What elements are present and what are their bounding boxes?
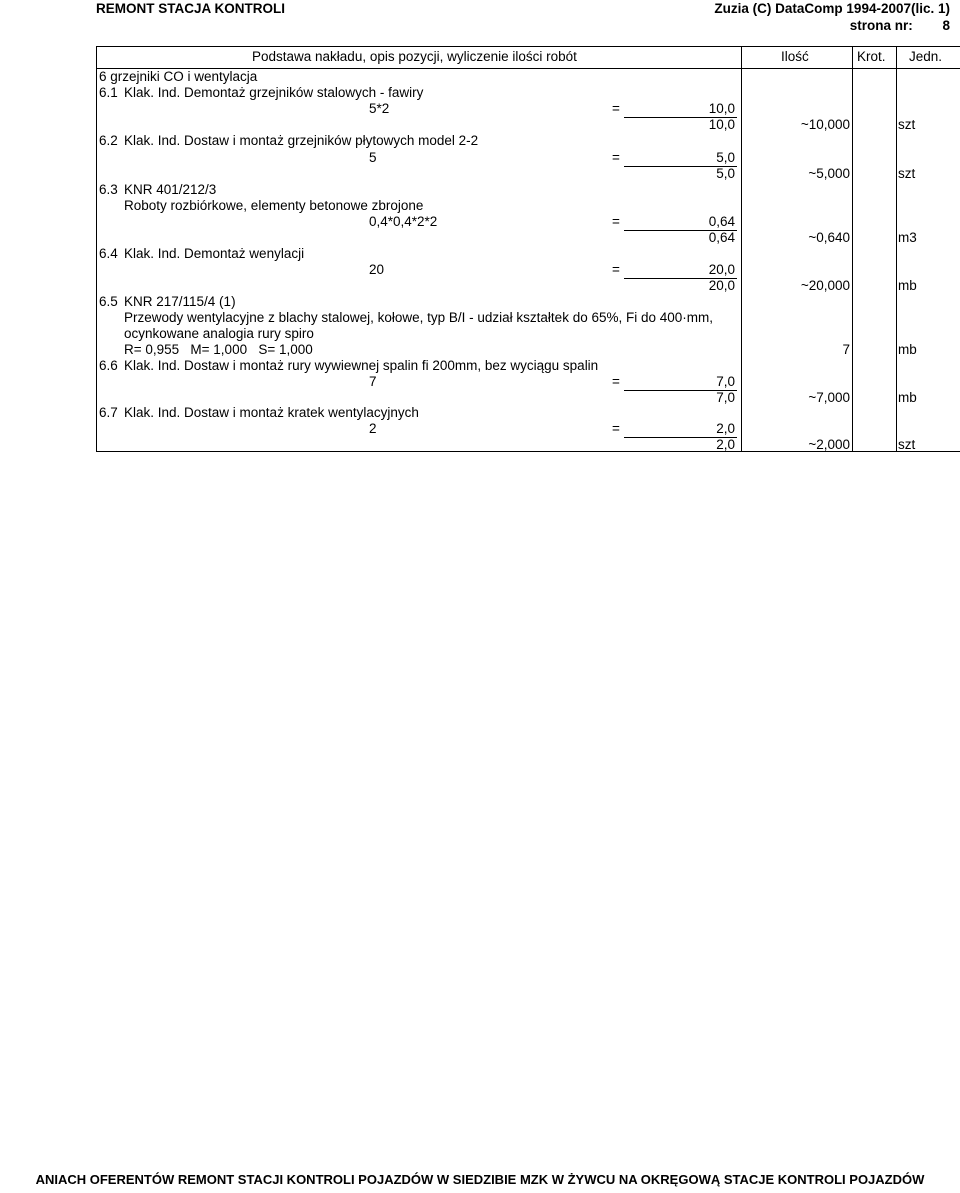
- item-quantity: 0,64: [708, 230, 735, 245]
- calc-expression: 5: [369, 150, 377, 165]
- item-quantity: 5,0: [716, 166, 735, 181]
- copyright-notice: Zuzia (C) DataComp 1994-2007(lic. 1): [714, 1, 950, 16]
- item-number: 6.5: [99, 294, 118, 309]
- calc-equals: =: [612, 150, 620, 165]
- page-number-line: [850, 18, 950, 33]
- item-basis: Klak. Ind. Demontaż grzejników stalowych - fawiry: [124, 85, 424, 100]
- item-quantity: 7,0: [716, 390, 735, 405]
- item-multiplier: ~7,000: [808, 390, 850, 405]
- item-number: 6.3: [99, 182, 118, 197]
- document-title: REMONT STACJA KONTROLI: [96, 1, 285, 16]
- calc-expression: 7: [369, 374, 377, 389]
- column-header-multiplier: Krot.: [857, 49, 886, 64]
- calc-expression: 5*2: [369, 101, 390, 116]
- column-divider: [741, 47, 742, 451]
- item-multiplier: ~10,000: [800, 117, 850, 132]
- item-basis: Klak. Ind. Dostaw i montaż grzejników płytowych model 2-2: [124, 133, 479, 148]
- calc-result: 20,0: [708, 262, 735, 277]
- item-multiplier: ~20,000: [800, 278, 850, 293]
- item-multiplier: ~2,000: [808, 437, 850, 452]
- item-multiplier: ~0,640: [808, 230, 850, 245]
- item-number: 6.6: [99, 358, 118, 373]
- item-unit: m3: [898, 230, 917, 245]
- item-description-continued: ocynkowane analogia rury spiro: [124, 326, 314, 341]
- item-number: 6.2: [99, 133, 118, 148]
- item-unit: mb: [898, 342, 917, 357]
- section-heading: 6 grzejniki CO i wentylacja: [99, 69, 258, 84]
- item-basis: Klak. Ind. Dostaw i montaż kratek wentylacyjnych: [124, 405, 419, 420]
- column-header-description: Podstawa nakładu, opis pozycji, wyliczenie ilości robót: [252, 49, 577, 64]
- item-unit: szt: [898, 117, 916, 132]
- item-quantity: 10,0: [708, 117, 735, 132]
- item-number: 6.1: [99, 85, 118, 100]
- item-number: 6.7: [99, 405, 118, 420]
- calc-result: 7,0: [716, 374, 735, 389]
- calc-equals: =: [612, 101, 620, 116]
- calc-equals: =: [612, 421, 620, 436]
- item-unit: szt: [898, 166, 916, 181]
- page-label: strona nr:: [849, 18, 913, 33]
- calc-expression: 20: [369, 262, 385, 277]
- calc-equals: =: [612, 262, 620, 277]
- calc-expression: 0,4*0,4*2*2: [369, 214, 438, 229]
- item-number: 6.4: [99, 246, 118, 261]
- item-description: Roboty rozbiórkowe, elementy betonowe zbrojone: [124, 198, 424, 213]
- item-quantity: 20,0: [708, 278, 735, 293]
- calc-result: 2,0: [716, 421, 735, 436]
- calc-equals: =: [612, 374, 620, 389]
- item-description: Przewody wentylacyjne z blachy stalowej, kołowe, typ B/I - udział kształtek do 65%, Fi do 400·mm,: [124, 310, 714, 325]
- column-divider: [896, 47, 897, 451]
- column-header-unit: Jedn.: [909, 49, 943, 64]
- calc-result: 10,0: [708, 101, 735, 116]
- calc-equals: =: [612, 214, 620, 229]
- item-multiplier: 7: [842, 342, 850, 357]
- calc-result: 5,0: [716, 150, 735, 165]
- item-quantity: 2,0: [716, 437, 735, 452]
- item-unit: szt: [898, 437, 916, 452]
- item-multiplier: ~5,000: [808, 166, 850, 181]
- item-factors: R= 0,955 M= 1,000 S= 1,000: [124, 342, 313, 357]
- item-basis: Klak. Ind. Demontaż wenylacji: [124, 246, 305, 261]
- item-basis: KNR 401/212/3: [124, 182, 217, 197]
- column-header-quantity: Ilość: [781, 49, 809, 64]
- column-divider: [852, 47, 853, 451]
- document-footer: ANIACH OFERENTÓW REMONT STACJI KONTROLI POJAZDÓW W SIEDZIBIE MZK W ŻYWCU NA OKRĘGOWĄ STACJE KONTROLI POJAZDÓW: [35, 1172, 925, 1187]
- calc-result: 0,64: [708, 214, 735, 229]
- item-unit: mb: [898, 278, 917, 293]
- item-unit: mb: [898, 390, 917, 405]
- item-basis: KNR 217/115/4 (1): [124, 294, 236, 309]
- calc-expression: 2: [369, 421, 377, 436]
- page-number: 8: [942, 18, 950, 33]
- cost-estimate-table: [96, 46, 960, 452]
- item-basis: Klak. Ind. Dostaw i montaż rury wywiewnej spalin fi 200mm, bez wyciągu spalin: [124, 358, 599, 373]
